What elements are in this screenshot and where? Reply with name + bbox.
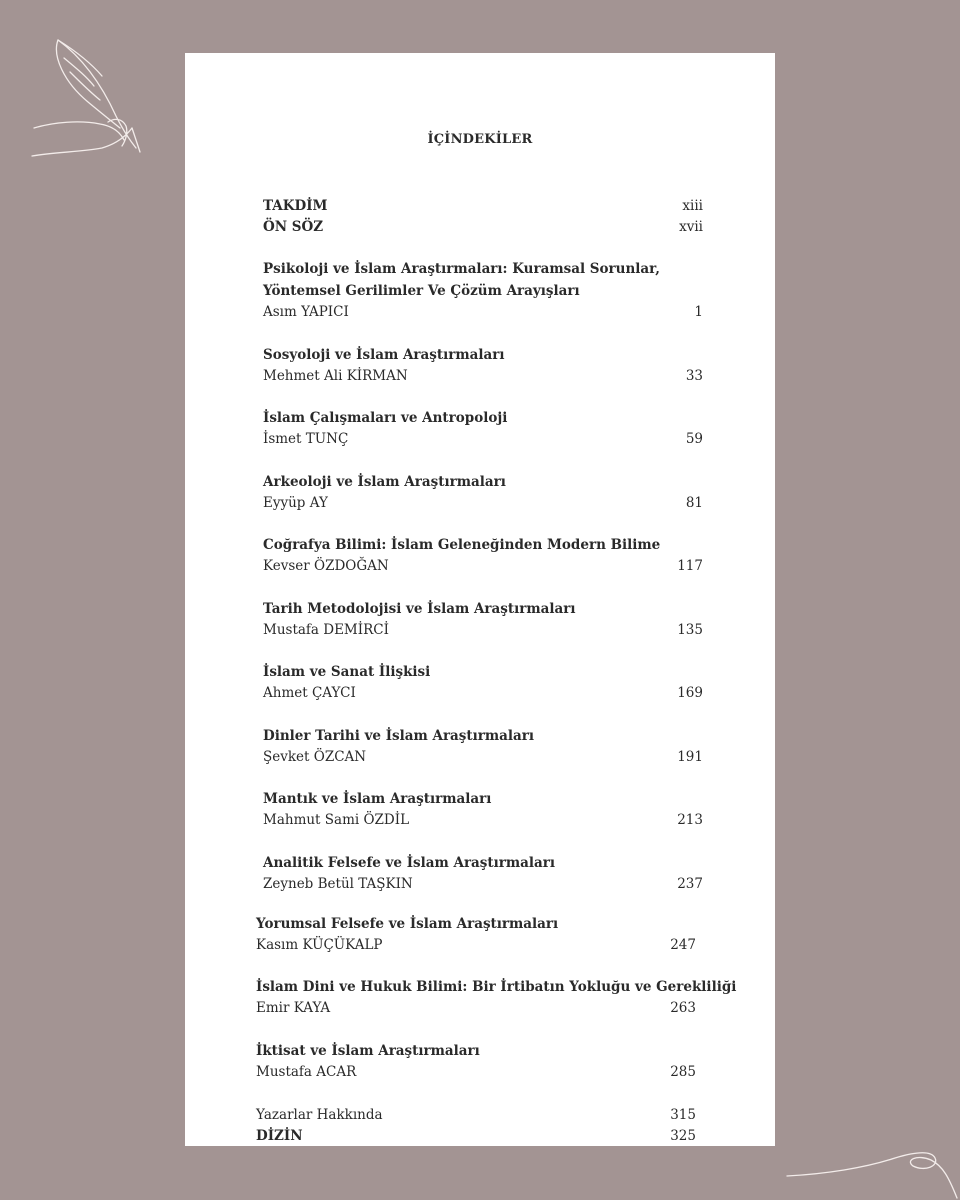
- quill-hand-icon: [30, 36, 150, 166]
- chapter-author: Mustafa ACAR: [256, 1064, 357, 1080]
- chapter-author-row: [263, 492, 703, 514]
- chapter-author-row: [263, 301, 703, 323]
- page-number: xvii: [679, 219, 703, 235]
- toc-entry-takdim: [263, 195, 703, 217]
- chapter-author-row: [263, 365, 703, 387]
- chapter-author-row: [263, 555, 703, 577]
- page-number: 263: [670, 1000, 696, 1016]
- chapter-title: İslam ve Sanat İlişkisi: [263, 664, 431, 680]
- entry-title: ÖN SÖZ: [263, 219, 324, 235]
- chapter-title: Yorumsal Felsefe ve İslam Araştırmaları: [256, 916, 559, 932]
- page-number: 191: [677, 749, 703, 765]
- entry-title: Yazarlar Hakkında: [256, 1107, 383, 1123]
- chapter-author: Mustafa DEMİRCİ: [263, 622, 389, 638]
- chapter-author: Asım YAPICI: [263, 304, 349, 320]
- chapter-title: İktisat ve İslam Araştırmaları: [256, 1043, 480, 1059]
- page-number: 81: [685, 495, 703, 511]
- toc-entry-on-soz: [263, 216, 703, 238]
- chapter-author-row: [263, 619, 703, 641]
- chapter-author-row: [256, 997, 696, 1019]
- chapter-author-row: [256, 1061, 696, 1083]
- chapter-title: Analitik Felsefe ve İslam Araştırmaları: [263, 855, 556, 871]
- page-number: 117: [677, 558, 703, 574]
- page-number: 59: [685, 431, 703, 447]
- chapter-author-row: [256, 934, 696, 956]
- toc-page: [185, 53, 775, 1146]
- page-number: 315: [670, 1107, 696, 1123]
- page-title: İÇİNDEKİLER: [427, 132, 533, 147]
- toc-entry-dizin: [256, 1125, 696, 1147]
- page-number: 325: [670, 1128, 696, 1144]
- chapter-author: Eyyüp AY: [263, 495, 328, 511]
- chapter-title: İslam Çalışmaları ve Antropoloji: [263, 410, 508, 426]
- page-number: 237: [677, 876, 703, 892]
- page-number: xiii: [682, 198, 703, 214]
- entry-title: DİZİN: [256, 1128, 303, 1144]
- chapter-author: Şevket ÖZCAN: [263, 749, 367, 765]
- page-number: 213: [677, 812, 703, 828]
- page-number: 135: [677, 622, 703, 638]
- chapter-title: İslam Dini ve Hukuk Bilimi: Bir İrtibatın Yokluğu ve Gerekliliği: [256, 979, 737, 995]
- chapter-title-continued: Yöntemsel Gerilimler Ve Çözüm Arayışları: [263, 283, 580, 299]
- chapter-title: Psikoloji ve İslam Araştırmaları: Kuramsal Sorunlar,: [263, 261, 661, 277]
- entry-title: TAKDİM: [263, 198, 328, 214]
- toc-entry-yazarlar-hakkinda: [256, 1104, 696, 1126]
- chapter-author: İsmet TUNÇ: [263, 431, 349, 447]
- chapter-author-row: [263, 682, 703, 704]
- chapter-author: Emir KAYA: [256, 1000, 331, 1016]
- chapter-author: Mehmet Ali KİRMAN: [263, 368, 408, 384]
- chapter-author: Zeyneb Betül TAŞKIN: [263, 876, 413, 892]
- chapter-author: Kevser ÖZDOĞAN: [263, 558, 389, 574]
- page-number: 33: [685, 368, 703, 384]
- chapter-author-row: [263, 809, 703, 831]
- page-number: 169: [677, 685, 703, 701]
- chapter-title: Tarih Metodolojisi ve İslam Araştırmaları: [263, 601, 576, 617]
- page-number: 1: [694, 304, 703, 320]
- chapter-author: Ahmet ÇAYCI: [263, 685, 356, 701]
- chapter-title: Coğrafya Bilimi: İslam Geleneğinden Modern Bilime: [263, 537, 661, 553]
- chapter-title: Arkeoloji ve İslam Araştırmaları: [263, 474, 506, 490]
- swirl-line-icon: [785, 1140, 960, 1200]
- chapter-title: Dinler Tarihi ve İslam Araştırmaları: [263, 728, 535, 744]
- chapter-author: Mahmut Sami ÖZDİL: [263, 812, 410, 828]
- chapter-author: Kasım KÜÇÜKALP: [256, 937, 383, 953]
- chapter-author-row: [263, 873, 703, 895]
- chapter-title: Mantık ve İslam Araştırmaları: [263, 791, 492, 807]
- page-number: 247: [670, 937, 696, 953]
- chapter-author-row: [263, 746, 703, 768]
- chapter-author-row: [263, 428, 703, 450]
- page-number: 285: [670, 1064, 696, 1080]
- chapter-title: Sosyoloji ve İslam Araştırmaları: [263, 347, 505, 363]
